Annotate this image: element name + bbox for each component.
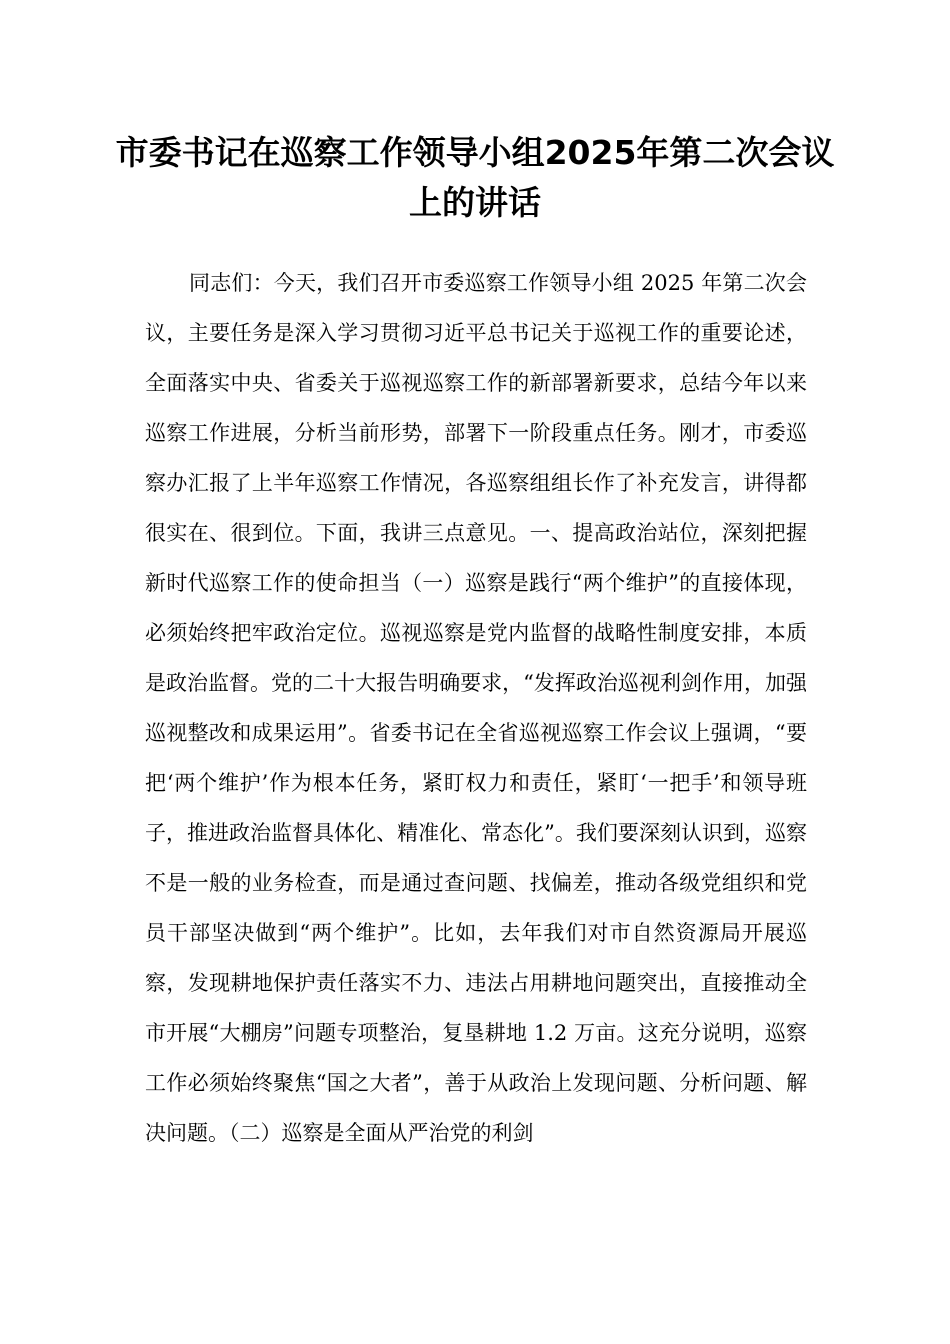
document-body-paragraph: 同志们：今天，我们召开市委巡察工作领导小组 2025 年第二次会议，主要任务是深入学习贯彻习近平总书记关于巡视工作的重要论述，全面落实中央、省委关于巡视巡察工作的新部署新要求，总结今年以来巡察工作进展，分析当前形势，部署下一阶段重点任务。刚才，市委巡察办汇报了上半年巡察工作情况，各巡察组组长作了补充发言，讲得都很实在、很到位。下面，我讲三点意见。一、提高政治站位，深刻把握新时代巡察工作的使命担当（一）巡察是践行“两个维护”的直接体现，必须始终把牢政治定位。巡视巡察是党内监督的战略性制度安排，本质是政治监督。党的二十大报告明确要求，“发挥政治巡视利剑作用，加强巡视整改和成果运用”。省委书记在全省巡视巡察工作会议上强调，“要把‘两个维护’作为根本任务，紧盯权力和责任，紧盯‘一把手’和领导班子，推进政治监督具体化、精准化、常态化”。我们要深刻认识到，巡察不是一般的业务检查，而是通过查问题、找偏差，推动各级党组织和党员干部坚决做到“两个维护”。比如，去年我们对市自然资源局开展巡察，发现耕地保护责任落实不力、违法占用耕地问题突出，直接推动全市开展“大棚房”问题专项整治，复垦耕地 1.2 万亩。这充分说明，巡察工作必须始终聚焦“国之大者”，善于从政治上发现问题、分析问题、解决问题。（二）巡察是全面从严治党的利剑 [145,271,807,1145]
document-title: 市委书记在巡察工作领导小组2025年第二次会议上的讲话 [115,133,835,222]
